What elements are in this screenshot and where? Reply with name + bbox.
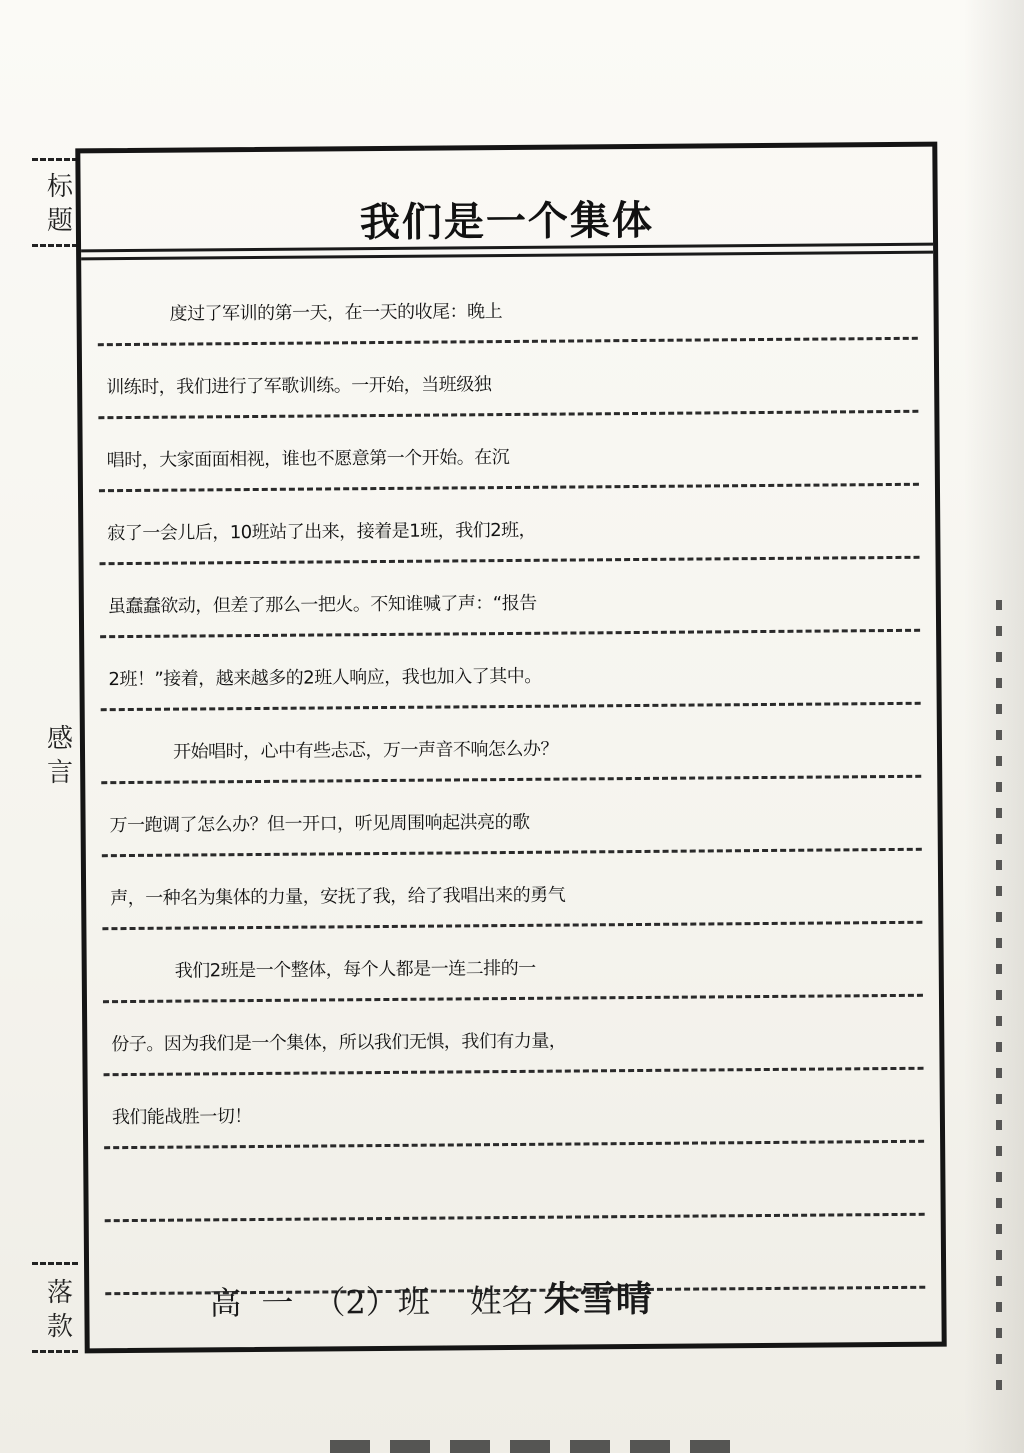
label-divider xyxy=(32,1262,78,1265)
side-label-char: 款 xyxy=(46,1312,73,1342)
essay-frame xyxy=(75,142,946,1354)
class-number: （2） xyxy=(313,1282,398,1322)
essay-line-text: 声，一种名为集体的力量，安抚了我，给了我唱出来的勇气 xyxy=(110,884,566,910)
essay-line xyxy=(97,267,918,346)
side-label-char: 感 xyxy=(46,724,73,754)
side-label-char: 题 xyxy=(46,206,73,236)
grade-number: 一 xyxy=(261,1283,294,1322)
essay-line-text: 我们能战胜一切！ xyxy=(111,1106,252,1129)
essay-line-text: 唱时，大家面面相视，谁也不愿意第一个开始。在沉 xyxy=(106,447,510,472)
essay-line xyxy=(102,851,923,930)
essay-line xyxy=(98,413,919,492)
side-label-char: 言 xyxy=(46,758,73,788)
signature-line xyxy=(209,1271,652,1325)
label-divider xyxy=(32,158,78,161)
essay-line-text: 训练时，我们进行了军歌训练。一开始，当班级独 xyxy=(106,374,492,399)
essay-line-text: 份子。因为我们是一个集体，所以我们无惧，我们有力量， xyxy=(111,1030,567,1056)
essay-line xyxy=(101,778,922,857)
essay-line xyxy=(98,340,919,419)
essay-line xyxy=(103,997,924,1076)
title-side-label xyxy=(40,170,80,238)
side-label-char: 落 xyxy=(46,1278,73,1308)
essay-line xyxy=(101,705,922,784)
essay-line xyxy=(104,1143,925,1222)
next-page-dash-marks xyxy=(996,600,1002,1400)
essay-line xyxy=(102,924,923,1003)
class-word: 班 xyxy=(397,1282,430,1321)
label-divider xyxy=(32,1350,78,1353)
essay-line-text: 寂了一会儿后，10班站了出来，接着是1班，我们2班， xyxy=(107,519,537,545)
essay-line xyxy=(100,632,921,711)
grade-text: 高 xyxy=(209,1284,242,1323)
paper-edge-shadow xyxy=(964,0,1024,1453)
essay-line xyxy=(99,486,920,565)
title-rule-bottom xyxy=(81,251,933,261)
essay-line-text: 我们2班是一个整体，每个人都是一连二排的一 xyxy=(174,957,536,982)
essay-line xyxy=(100,559,921,638)
author-name: 朱雪晴 xyxy=(543,1278,652,1321)
essay-line xyxy=(104,1070,925,1149)
label-divider xyxy=(32,244,78,247)
essay-line-text xyxy=(113,1205,925,1211)
essay-title: 我们是一个集体 xyxy=(359,197,655,247)
essay-line-text: 度过了军训的第一天，在一天的收尾：晚上 xyxy=(169,301,503,325)
name-label: 姓名 xyxy=(469,1281,534,1321)
essay-line-text: 虽蠢蠢欲动，但差了那么一把火。不知谁喊了声：“报告 xyxy=(107,592,537,618)
essay-line-text: 开始唱时，心中有些忐忑，万一声音不响怎么办？ xyxy=(172,738,559,763)
side-label-char: 标 xyxy=(46,172,73,202)
essay-body xyxy=(97,267,925,1295)
essay-line-text: 万一跑调了怎么办？但一开口，听见周围响起洪亮的歌 xyxy=(109,811,530,837)
footer-side-label xyxy=(40,1276,80,1344)
next-page-border xyxy=(330,1440,750,1453)
essay-line-text: 2班！”接着，越来越多的2班人响应，我也加入了其中。 xyxy=(108,665,542,691)
body-side-label xyxy=(40,722,80,790)
